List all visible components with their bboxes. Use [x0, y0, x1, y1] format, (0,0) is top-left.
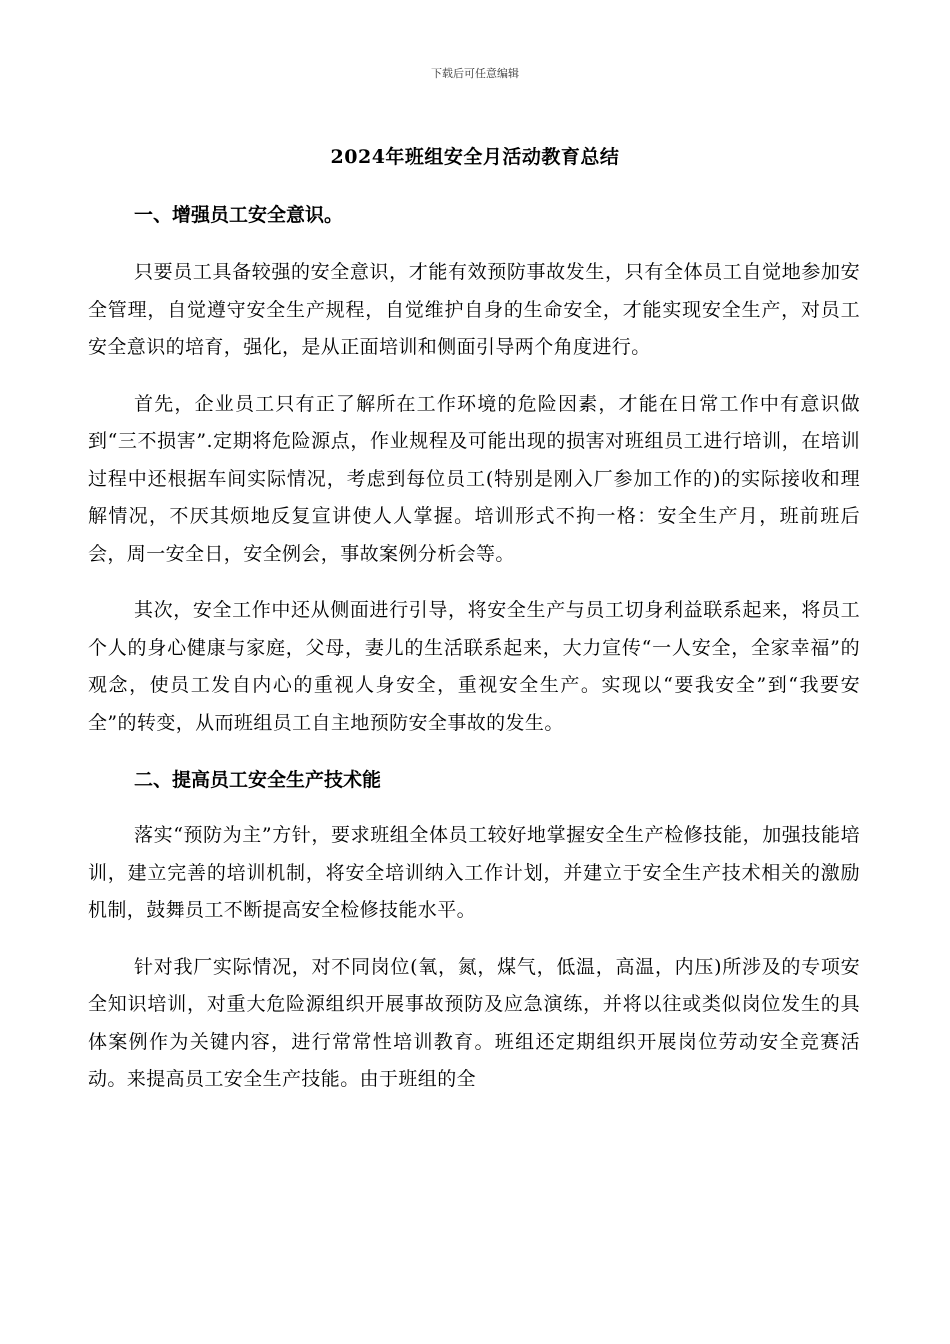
header-note: 下载后可任意编辑 [431, 67, 519, 80]
paragraph: 其次，安全工作中还从侧面进行引导，将安全生产与员工切身利益联系起来，将员工个人的身心健康与家庭，父母，妻儿的生活联系起来，大力宣传“一人安全，全家幸福”的观念，使员工发自内心的重视人身安全，重视安全生产。实现以“要我安全”到“我要安全”的转变，从而班组员工自主地预防安全事故的发生。 [88, 599, 860, 734]
section-heading-2: 二、提高员工安全生产技术能 [134, 769, 382, 791]
paragraph: 首先，企业员工只有正了解所在工作环境的危险因素，才能在日常工作中有意识做到“三不损害”.定期将危险源点，作业规程及可能出现的损害对班组员工进行培训，在培训过程中还根据车间实际情况，考虑到每位员工(特别是刚入厂参加工作的)的实际接收和理解情况，不厌其烦地反复宣讲使人人掌握。培训形式不拘一格：安全生产月，班前班后会，周一安全日，安全例会，事故案例分析会等。 [88, 392, 860, 565]
document-title: 2024年班组安全月活动教育总结 [330, 146, 620, 168]
document-body [88, 196, 860, 1099]
section-heading-1: 一、增强员工安全意识。 [134, 204, 344, 226]
paragraph: 只要员工具备较强的安全意识，才能有效预防事故发生，只有全体员工自觉地参加安全管理，自觉遵守安全生产规程，自觉维护自身的生命安全，才能实现安全生产，对员工安全意识的培育，强化，是从正面培训和侧面引导两个角度进行。 [88, 261, 860, 358]
paragraph: 落实“预防为主”方针，要求班组全体员工较好地掌握安全生产检修技能，加强技能培训，建立完善的培训机制，将安全培训纳入工作计划，并建立于安全生产技术相关的激励机制，鼓舞员工不断提高安全检修技能水平。 [88, 824, 860, 921]
paragraph: 针对我厂实际情况，对不同岗位(氧，氮，煤气，低温，高温，内压)所涉及的专项安全知识培训，对重大危险源组织开展事故预防及应急演练，并将以往或类似岗位发生的具体案例作为关键内容，进行常常性培训教育。班组还定期组织开展岗位劳动安全竞赛活动。来提高员工安全生产技能。由于班组的全 [88, 955, 860, 1090]
